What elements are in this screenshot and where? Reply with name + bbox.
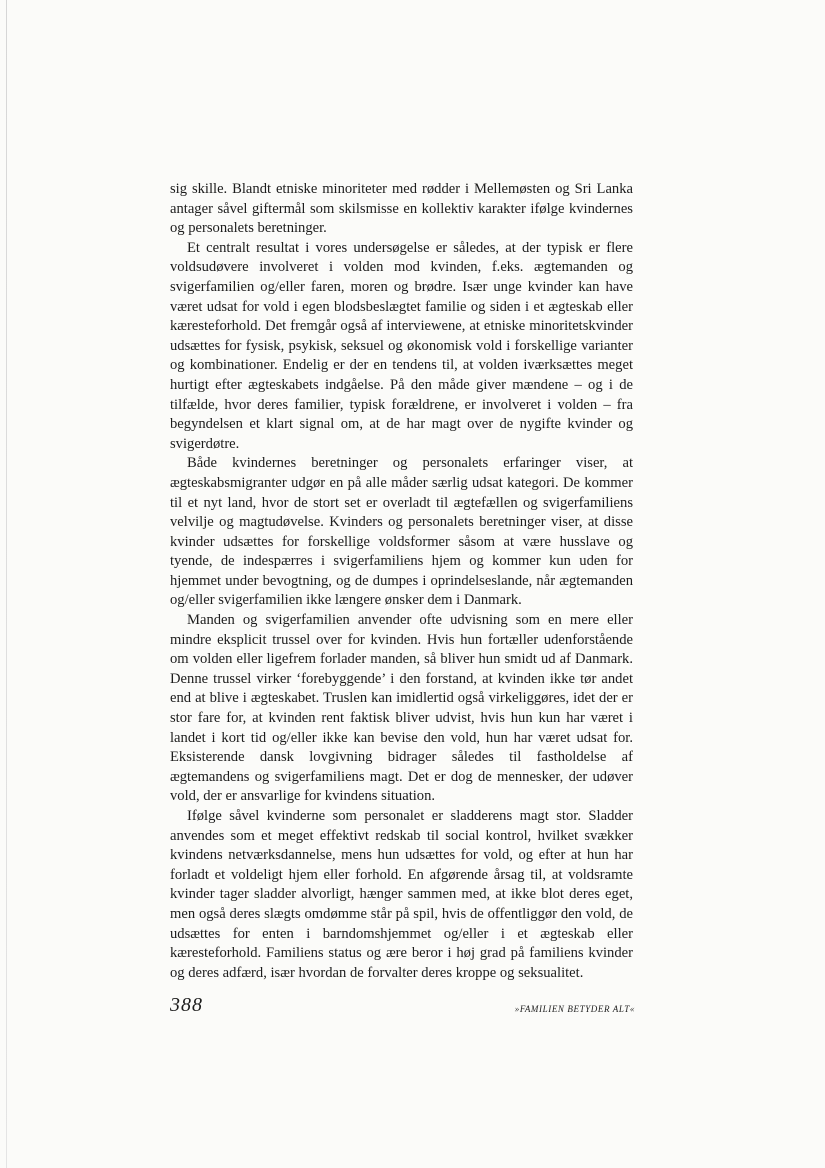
paragraph: Både kvindernes beretninger og personalets erfaringer viser, at ægteskabsmigranter udgør en på alle måder særlig udsat kategori. De kommer til et nyt land, hvor de stort set er overladt til ægtefællen og svigerfamiliens velvilje og magtudøvelse. Kvinders og personalets beretninger viser, at disse kvinder udsættes for forskellige voldsformer såsom at være husslave og tyende, de indespærres i svigerfamiliens hjem og kommer kun uden for hjemmet under bevogtning, og de dumpes i oprindelseslande, når ægtemanden og/eller svigerfamilien ikke længere ønsker dem i Danmark. [170,455,633,609]
running-head: »FAMILIEN BETYDER ALT« [514,1004,635,1014]
paragraph: Ifølge såvel kvinderne som personalet er sladderens magt stor. Sladder anvendes som et meget effektivt redskab til social kontrol, hvilket svækker kvindens netværksdannelse, mens hun udsættes for vold, og efter at hun har forladt et voldeligt hjem eller forhold. En afgørende årsag til, at voldsramte kvinder tager sladder alvorligt, hænger sammen med, at ikke blot deres eget, men også deres slægts omdømme står på spil, hvis de offentliggør den vold, de udsættes for enten i barndomshjemmet og/eller i et ægteskab eller kæresteforhold. Familiens status og ære beror i høj grad på familiens kvinder og deres adfærd, især hvordan de forvalter deres kroppe og seksualitet. [170,808,633,981]
paragraph: Et centralt resultat i vores undersøgelse er således, at der typisk er flere voldsudøvere involveret i volden mod kvinden, f.eks. ægtemanden og svigerfamilien og/eller faren, moren og brødre. Især unge kvinder kan have været udsat for vold i egen blodsbeslægtet familie og siden i et ægteskab eller kæresteforhold. Det fremgår også af interviewene, at etniske minoritetskvinder udsættes for fysisk, psykisk, seksuel og økonomisk vold i forskellige varianter og kombinationer. Endelig er der en tendens til, at volden iværksættes meget hurtigt efter ægteskabets indgåelse. På den måde giver mændene – og i de tilfælde, hvor deres familier, typisk forældrene, er involveret i volden – fra begyndelsen et klart signal om, at de har magt over de nygifte kvinder og svigerdøtre. [170,239,633,452]
body-text [170,180,633,983]
page-edge [6,0,7,1168]
paragraph: Manden og svigerfamilien anvender ofte udvisning som en mere eller mindre eksplicit trussel over for kvinden. Hvis hun fortæller udenforstående om volden eller ligefrem forlader manden, så bliver hun smidt ud af Danmark. Denne trussel virker ‘forebyggende’ i den forstand, at kvinden ikke tør andet end at blive i ægteskabet. Truslen kan imidlertid også virkeliggøres, idet der er stor fare for, at kvinden rent faktisk bliver udvist, hvis hun kun har været i landet i kort tid og/eller ikke kan bevise den vold, hun har været udsat for. Eksisterende dansk lovgivning bidrager således til fastholdelse af ægtemandens og svigerfamiliens magt. Det er dog de mennesker, der udøver vold, der er ansvarlige for kvindens situation. [170,612,633,805]
paragraph: sig skille. Blandt etniske minoriteter med rødder i Mellemøsten og Sri Lanka antager såvel giftermål som skilsmisse en kollektiv karakter ifølge kvindernes og personalets beretninger. [170,181,633,237]
page-number: 388 [170,994,203,1016]
